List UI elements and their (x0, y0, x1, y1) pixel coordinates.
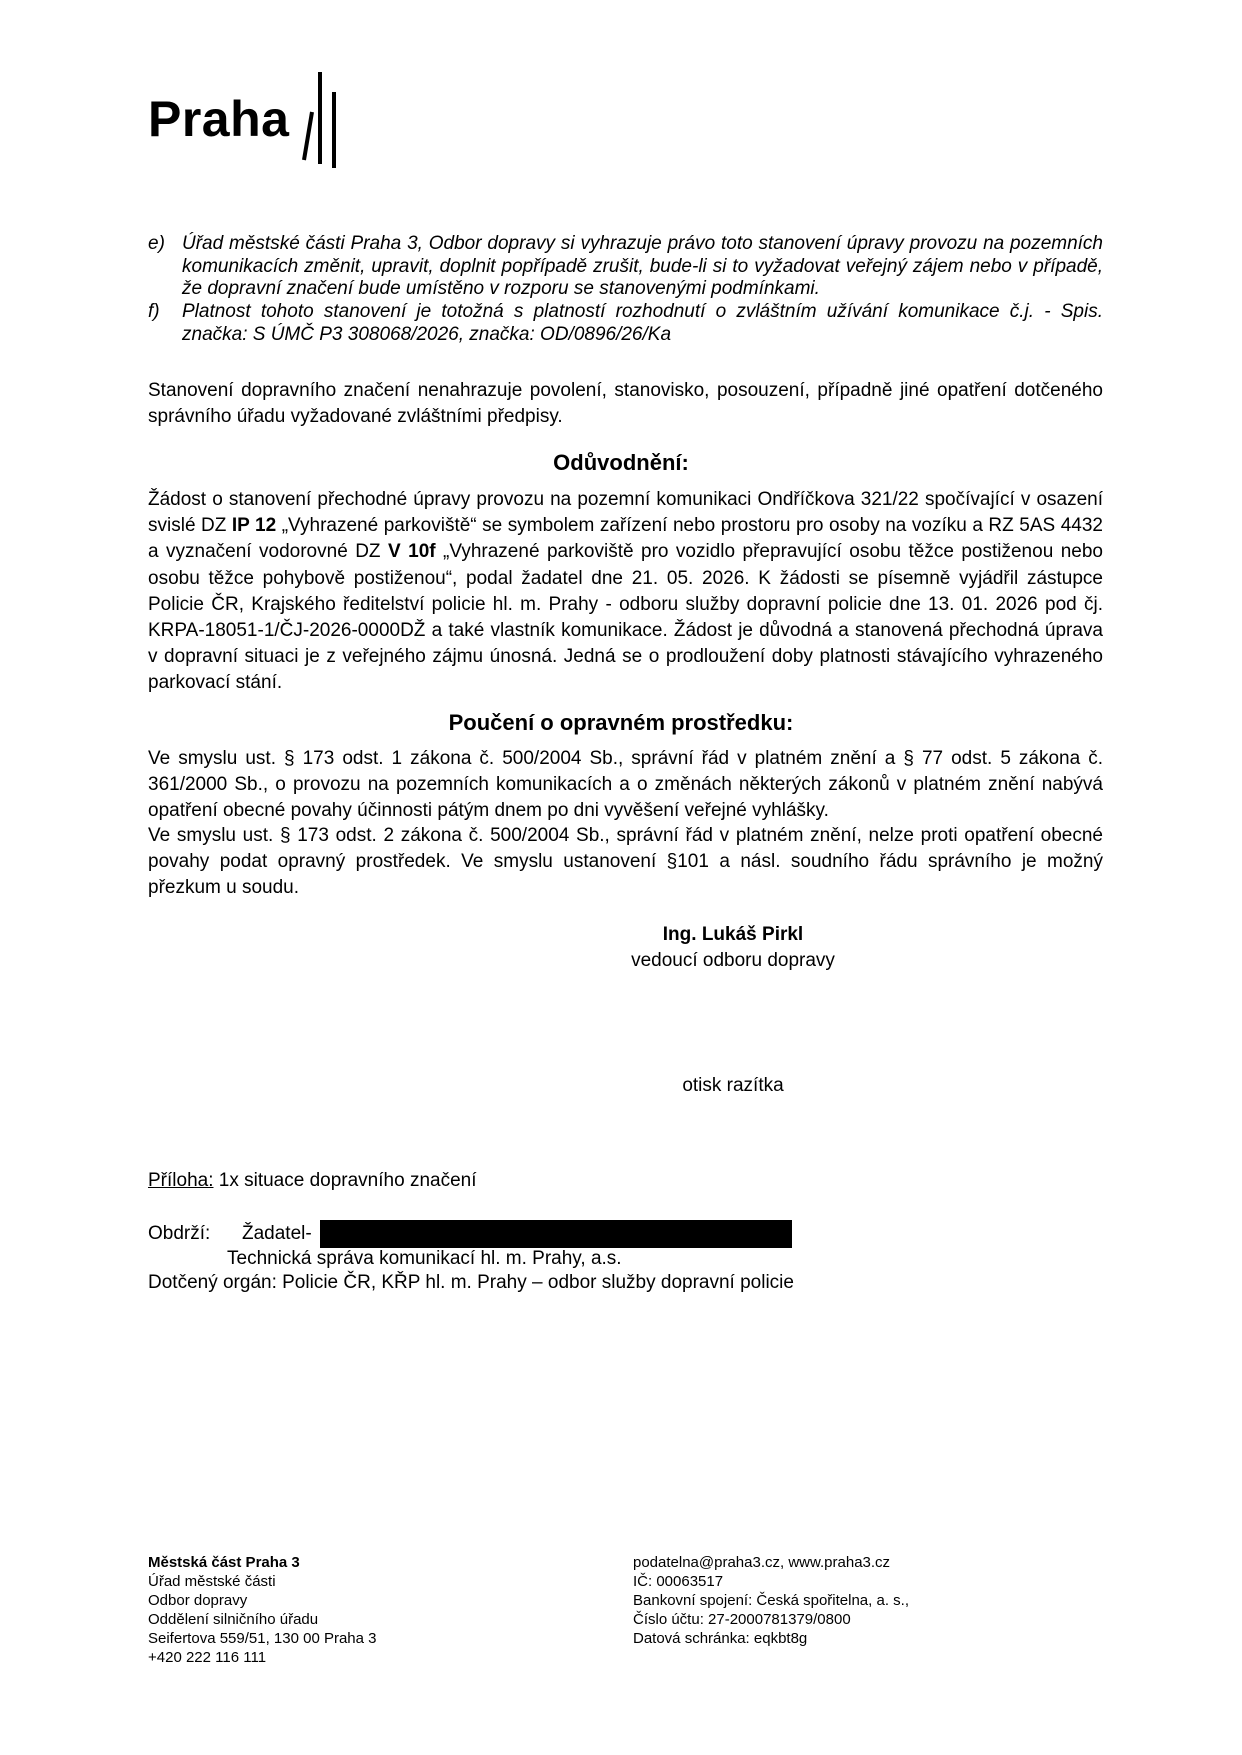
condition-text: Platnost tohoto stanovení je totožná s platností rozhodnutí o zvláštním užívání komunikace č.j. - Spis. značka: S ÚMČ P3 308068/2026, značka: OD/0896/26/Ka (182, 301, 1103, 345)
oduvodneni-text: „Vyhrazené parkoviště“ se symbolem zařízení nebo prostoru pro osoby na vozíku a RZ 5AS 4432 a vyznačení vodorovné DZ (148, 515, 1103, 563)
footer-contacts (633, 1553, 909, 1648)
attachment-line (148, 1170, 477, 1192)
condition-f (148, 301, 1103, 346)
stamp-placeholder: otisk razítka (682, 1075, 784, 1096)
footer-databox: Datová schránka: eqkbt8g (633, 1630, 808, 1647)
oduvodneni-text: Žádost o stanovení přechodné úpravy provozu na pozemní komunikaci Ondříčkova 321/22 spočívající v osazení svislé DZ (148, 489, 1103, 537)
footer-ic: IČ: 00063517 (633, 1573, 724, 1590)
condition-text: Úřad městské části Praha 3, Odbor dopravy si vyhrazuje právo toto stanovení úpravy provozu na pozemních komunikacích změnit, upravit, doplnit popřípadě zrušit, bude-li si to vyžadovat veřejný zájem nebo v případě, že dopravní značení bude umístěno v rozporu se stanovenými podmínkami. (182, 233, 1103, 299)
logo-text: Praha (148, 91, 290, 147)
footer-line: Oddělení silničního úřadu (148, 1611, 319, 1628)
oduvodneni-paragraph (148, 487, 1103, 697)
sign-code: IP 12 (231, 515, 277, 537)
praha-logo (148, 52, 408, 182)
footer-line: Seifertova 559/51, 130 00 Praha 3 (148, 1630, 377, 1647)
pouceni-paragraph-1: Ve smyslu ust. § 173 odst. 1 zákona č. 500/2004 Sb., správní řád v platném znění a § 77 odst. 5 zákona č. 361/2000 Sb., o provozu na pozemních komunikacích a o změnách některých zákonů v platném znění nabývá opatření obecné povahy účinnosti pátým dnem po dni vyvěšení veřejné vyhlášky. (148, 748, 1103, 822)
stanoveni-paragraph: Stanovení dopravního značení nenahrazuje povolení, stanovisko, posouzení, případně jiné opatření dotčeného správního úřadu vyžadované zvláštními předpisy. (148, 380, 1103, 427)
affected-authority: Dotčený orgán: Policie ČR, KŘP hl. m. Prahy – odbor služby dopravní policie (148, 1272, 794, 1293)
oduvodneni-text: „Vyhrazené parkoviště pro vozidlo přepravující osobu těžce postiženou nebo osobu těžce pohybově postiženou“, podal žadatel dne 21. 05. 2026. K žádosti se písemně vyjádřil zástupce Policie ČR, Krajského ředitelství policie hl. m. Prahy - odboru služby dopravní policie dne 13. 01. 2026 pod čj. KRPA-18051-1/ČJ-2026-0000DŽ a také vlastník komunikace. Žádost je důvodná a stanovená přechodná úprava v dopravní situaci je z veřejného zájmu únosná. Jedná se o prodloužení doby platnosti stávajícího vyhrazeného parkovací stání. (148, 541, 1103, 694)
recipient-applicant: Žadatel- (242, 1223, 312, 1244)
redaction-bar (320, 1220, 792, 1248)
footer-line: Odbor dopravy (148, 1592, 248, 1609)
footer-address (148, 1553, 377, 1667)
footer-phone: +420 222 116 111 (148, 1649, 267, 1666)
attachment-value: 1x situace dopravního značení (213, 1170, 477, 1191)
recipient-tsk: Technická správa komunikací hl. m. Prahy, a.s. (227, 1248, 622, 1269)
pouceni-paragraph-2: Ve smyslu ust. § 173 odst. 2 zákona č. 500/2004 Sb., správní řád v platném znění, nelze proti opatření obecné povahy podat opravný prostředek. Ve smyslu ustanovení §101 a násl. soudního řádu správního je možný přezkum u soudu. (148, 825, 1103, 899)
sign-code: V 10f (388, 541, 436, 563)
condition-e (148, 233, 1103, 301)
footer-org: Městská část Praha 3 (148, 1554, 300, 1571)
recipients-label: Obdrží: (148, 1223, 211, 1244)
oduvodneni-heading: Odůvodnění: (553, 450, 689, 475)
footer-email-web: podatelna@praha3.cz, www.praha3.cz (633, 1554, 891, 1571)
footer-account: Číslo účtu: 27-2000781379/0800 (633, 1611, 851, 1628)
footer-line: Úřad městské části (148, 1573, 276, 1590)
condition-letter: e) (148, 233, 165, 254)
attachment-label: Příloha: (148, 1170, 214, 1191)
footer-bank: Bankovní spojení: Česká spořitelna, a. s., (633, 1592, 909, 1609)
condition-letter: f) (148, 301, 160, 322)
logo-strokes-icon (290, 52, 400, 182)
signatory-role: vedoucí odboru dopravy (631, 950, 835, 971)
signatory-name: Ing. Lukáš Pirkl (662, 924, 804, 945)
pouceni-heading: Poučení o opravném prostředku: (448, 710, 794, 735)
